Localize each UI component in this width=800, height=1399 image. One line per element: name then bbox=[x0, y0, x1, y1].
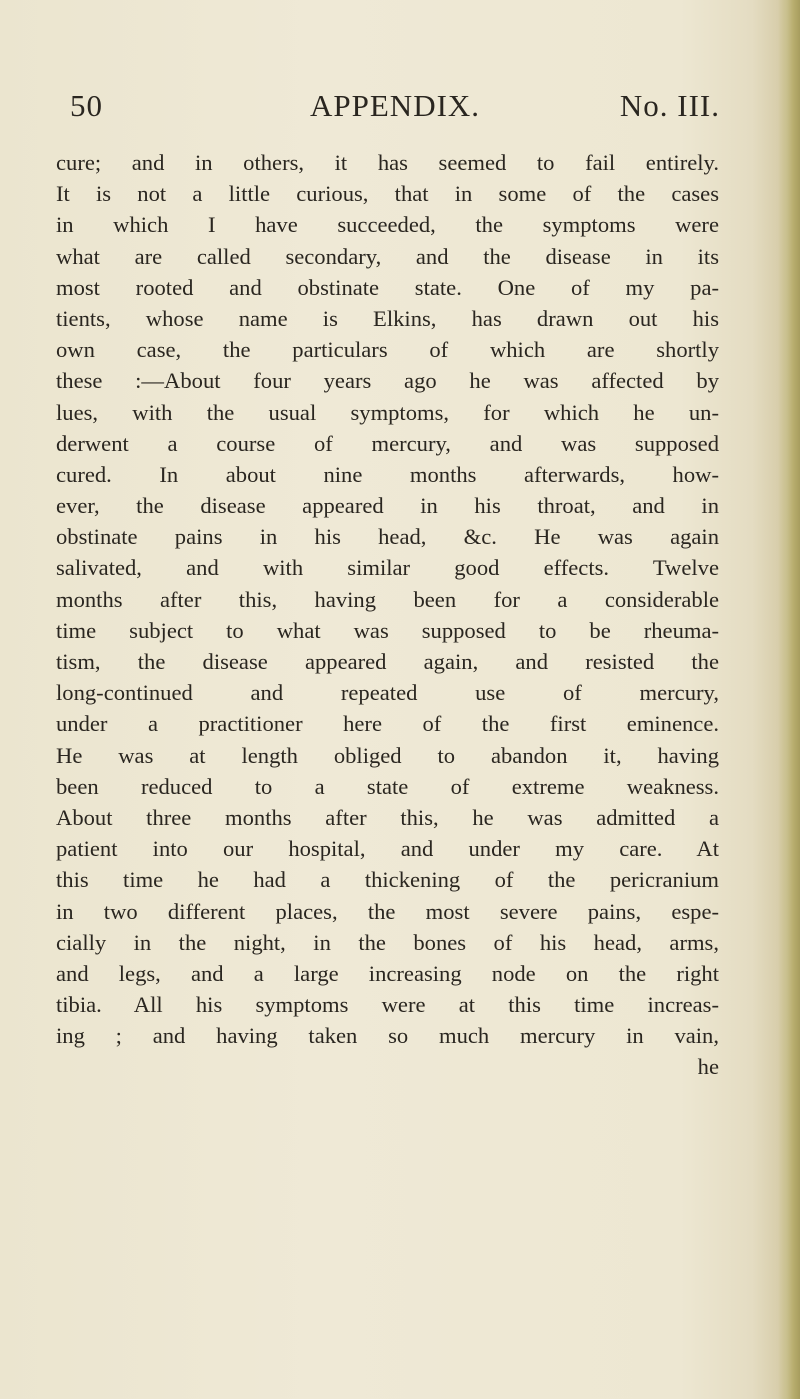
section-number: No. III. bbox=[619, 88, 720, 123]
text-line: and legs, and a large increasing node on the right bbox=[56, 960, 719, 986]
running-title: APPENDIX. bbox=[310, 88, 481, 123]
text-line: time subject to what was supposed to be rheuma- bbox=[56, 617, 719, 643]
text-line: About three months after this, he was admitted a bbox=[56, 804, 719, 830]
text-line: cured. In about nine months afterwards, how- bbox=[56, 461, 719, 487]
text-line: months after this, having been for a considerable bbox=[56, 586, 719, 612]
text-line: these :—About four years ago he was affected by bbox=[56, 368, 719, 394]
text-line: cially in the night, in the bones of his head, arms, bbox=[56, 929, 719, 955]
text-line: salivated, and with similar good effects. Twelve bbox=[56, 555, 719, 581]
text-line: obstinate pains in his head, &c. He was again bbox=[56, 524, 719, 550]
text-line: ever, the disease appeared in his throat, and in bbox=[56, 493, 719, 519]
text-line: own case, the particulars of which are shortly bbox=[56, 337, 719, 363]
text-line: He was at length obliged to abandon it, having bbox=[56, 742, 719, 768]
catchword: he bbox=[697, 1054, 719, 1080]
body-text bbox=[56, 147, 719, 1083]
text-line: tism, the disease appeared again, and resisted the bbox=[56, 649, 719, 674]
text-line: patient into our hospital, and under my care. At bbox=[56, 836, 719, 862]
text-line: tibia. All his symptoms were at this time increas- bbox=[56, 992, 719, 1018]
text-line: cure; and in others, it has seemed to fail entirely. bbox=[56, 150, 719, 175]
page-number: 50 bbox=[70, 88, 103, 123]
text-line: in two different places, the most severe pains, espe- bbox=[56, 898, 719, 924]
text-line: ing ; and having taken so much mercury in vain, bbox=[56, 1023, 719, 1049]
text-line: been reduced to a state of extreme weakness. bbox=[56, 773, 719, 799]
text-line: long-continued and repeated use of mercury, bbox=[56, 680, 719, 706]
text-line: most rooted and obstinate state. One of my pa- bbox=[56, 274, 719, 300]
text-line: tients, whose name is Elkins, has drawn out his bbox=[56, 305, 719, 331]
text-line: under a practitioner here of the first eminence. bbox=[56, 711, 719, 737]
text-line: It is not a little curious, that in some of the cases bbox=[56, 181, 719, 207]
text-line: lues, with the usual symptoms, for which he un- bbox=[56, 399, 719, 425]
text-line: this time he had a thickening of the pericranium bbox=[56, 867, 719, 893]
running-header bbox=[70, 88, 720, 132]
text-line: in which I have succeeded, the symptoms were bbox=[56, 212, 719, 238]
text-line: what are called secondary, and the disease in its bbox=[56, 243, 719, 269]
page-edge-shadow bbox=[778, 0, 800, 1399]
text-line: derwent a course of mercury, and was supposed bbox=[56, 430, 719, 456]
